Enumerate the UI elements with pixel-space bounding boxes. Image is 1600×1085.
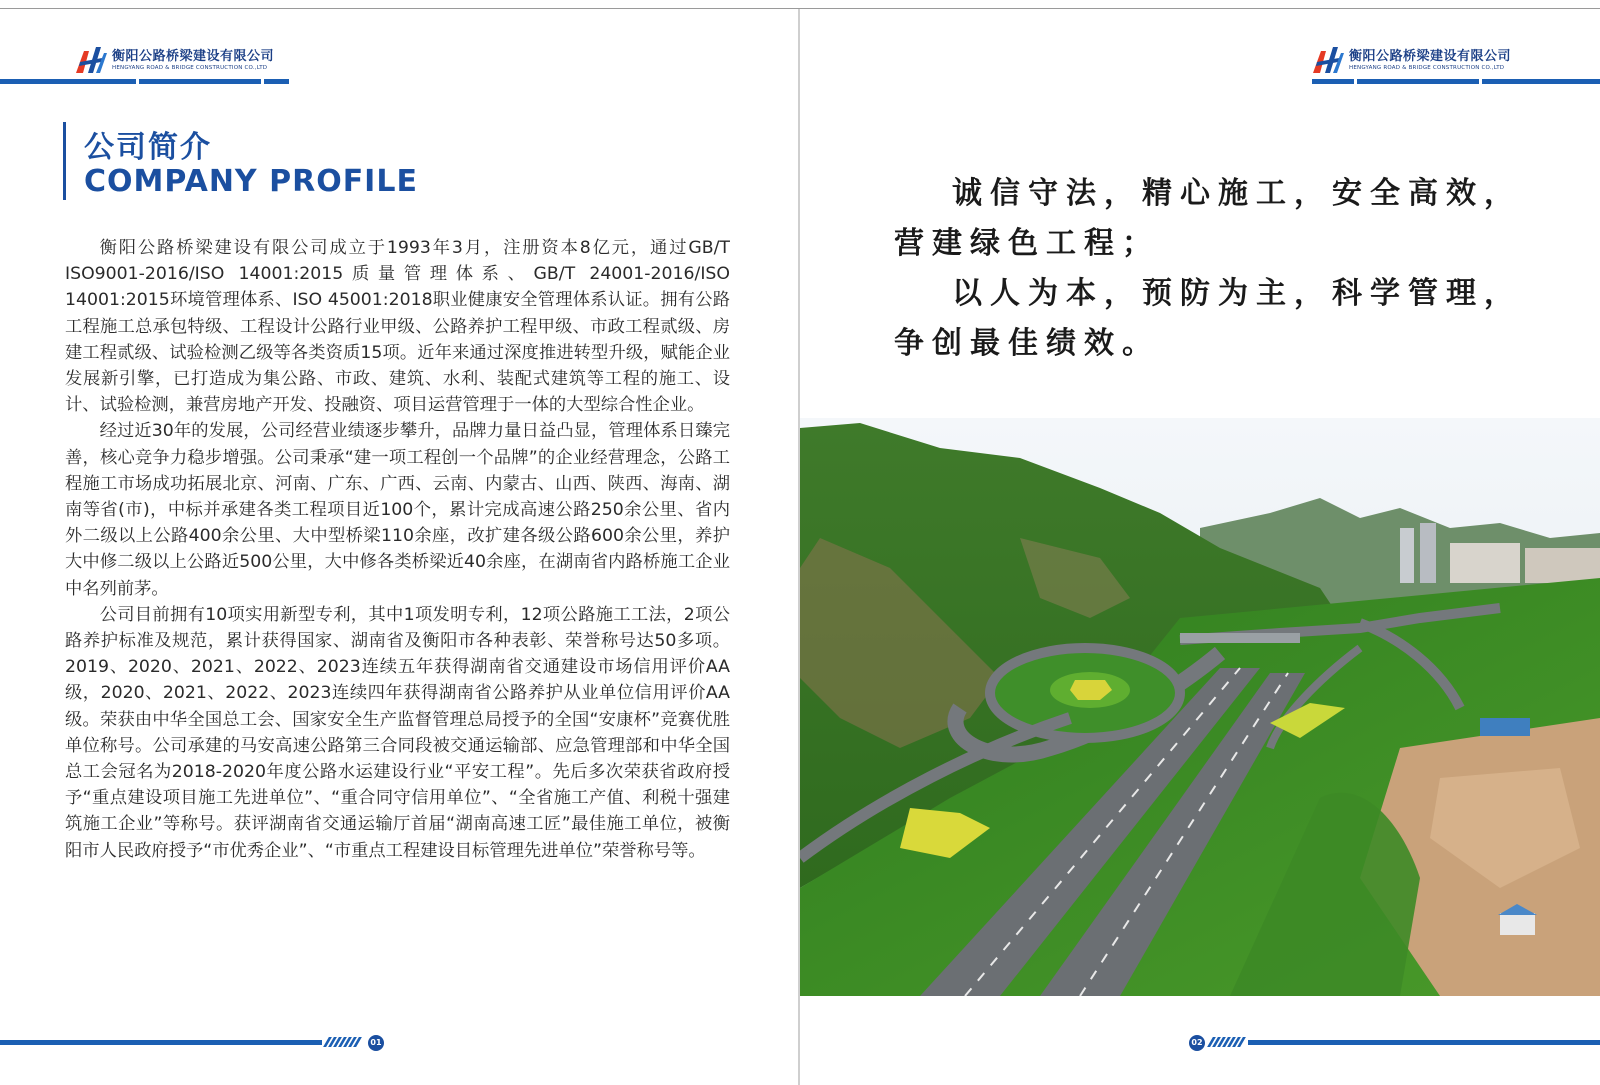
company-name-cn: 衡阳公路桥梁建设有限公司	[1349, 48, 1512, 64]
left-footer	[0, 1035, 798, 1049]
company-profile-text	[65, 235, 730, 864]
left-page	[0, 9, 798, 1085]
company-motto	[894, 169, 1522, 369]
right-footer	[800, 1035, 1600, 1049]
company-logo	[74, 45, 274, 75]
hb-logo-icon	[74, 45, 108, 75]
profile-paragraph-1: 衡阳公路桥梁建设有限公司成立于1993年3月，注册资本8亿元，通过GB/T ISO9001-2016/ISO 14001:2015质量管理体系、GB/T 24001-2016/ISO 14001:2015环境管理体系、ISO 45001:2018职业健康安全管理体系认证。拥有公路工程施工总承包特级、工程设计公路行业甲级、公路养护工程甲级、市政工程贰级、房建工程贰级、试验检测乙级等各类资质15项。近年来通过深度推进转型升级，赋能企业发展新引擎，已打造成为集公路、市政、建筑、水利、装配式建筑等工程的施工、设计、试验检测，兼营房地产开发、投融资、项目运营管理于一体的大型综合性企业。	[65, 238, 730, 416]
header-bars	[0, 79, 292, 84]
company-name-en: HENGYANG ROAD & BRIDGE CONSTRUCTION CO.,LTD	[1349, 64, 1505, 71]
right-page	[800, 9, 1600, 1085]
motto-line-3: 以人为本，预防为主，科学管理，	[952, 276, 1522, 311]
page-number: 02	[1189, 1035, 1205, 1051]
company-name-en: HENGYANG ROAD & BRIDGE CONSTRUCTION CO.,LTD	[112, 64, 268, 71]
company-name-cn: 衡阳公路桥梁建设有限公司	[112, 48, 275, 64]
company-logo	[1311, 45, 1511, 75]
page-number: 01	[368, 1035, 384, 1051]
title-accent-bar	[63, 122, 66, 200]
highway-interchange-photo	[800, 418, 1600, 996]
motto-line-4: 争创最佳绩效。	[894, 326, 1160, 361]
section-title-cn: 公司简介	[84, 130, 212, 165]
motto-line-1: 诚信守法，精心施工，安全高效，	[952, 176, 1522, 211]
profile-paragraph-3: 公司目前拥有10项实用新型专利，其中1项发明专利，12项公路施工工法，2项公路养护标准及规范，累计获得国家、湖南省及衡阳市各种表彰、荣誉称号达50多项。2019、2020、2021、2022、2023连续五年获得湖南省交通建设市场信用评价AA级，2020、2021、2022、2023连续四年获得湖南省公路养护从业单位信用评价AA级。荣获由中华全国总工会、国家安全生产监督管理总局授予的全国“安康杯”竞赛优胜单位称号。公司承建的马安高速公路第三合同段被交通运输部、应急管理部和中华全国总工会冠名为2018-2020年度公路水运建设行业“平安工程”。先后多次荣获省政府授予“重点建设项目施工先进单位”、“重合同守信用单位”、“全省施工产值、利税十强建筑施工企业”等称号。获评湖南省交通运输厅首届“湖南高速工匠”最佳施工单位，被衡阳市人民政府授予“市优秀企业”、“市重点工程建设目标管理先进单位”荣誉称号等。	[65, 604, 730, 861]
hb-logo-icon	[1311, 45, 1345, 75]
profile-paragraph-2: 经过近30年的发展，公司经营业绩逐步攀升，品牌力量日益凸显，管理体系日臻完善，核心竞争力稳步增强。公司秉承“建一项工程创一个品牌”的企业经营理念，公路工程施工市场成功拓展北京、河南、广东、广西、云南、内蒙古、山西、陕西、海南、湖南等省(市)，中标并承建各类工程项目近100个，累计完成高速公路250余公里、省内外二级以上公路400余公里、大中型桥梁110余座，改扩建各级公路600余公里，养护大中修二级以上公路近500公里，大中修各类桥梁近40余座，在湖南省内路桥施工企业中名列前茅。	[65, 421, 730, 599]
section-title-en: COMPANY PROFILE	[84, 164, 418, 199]
header-bars	[1312, 79, 1600, 84]
motto-line-2: 营建绿色工程；	[894, 226, 1160, 261]
